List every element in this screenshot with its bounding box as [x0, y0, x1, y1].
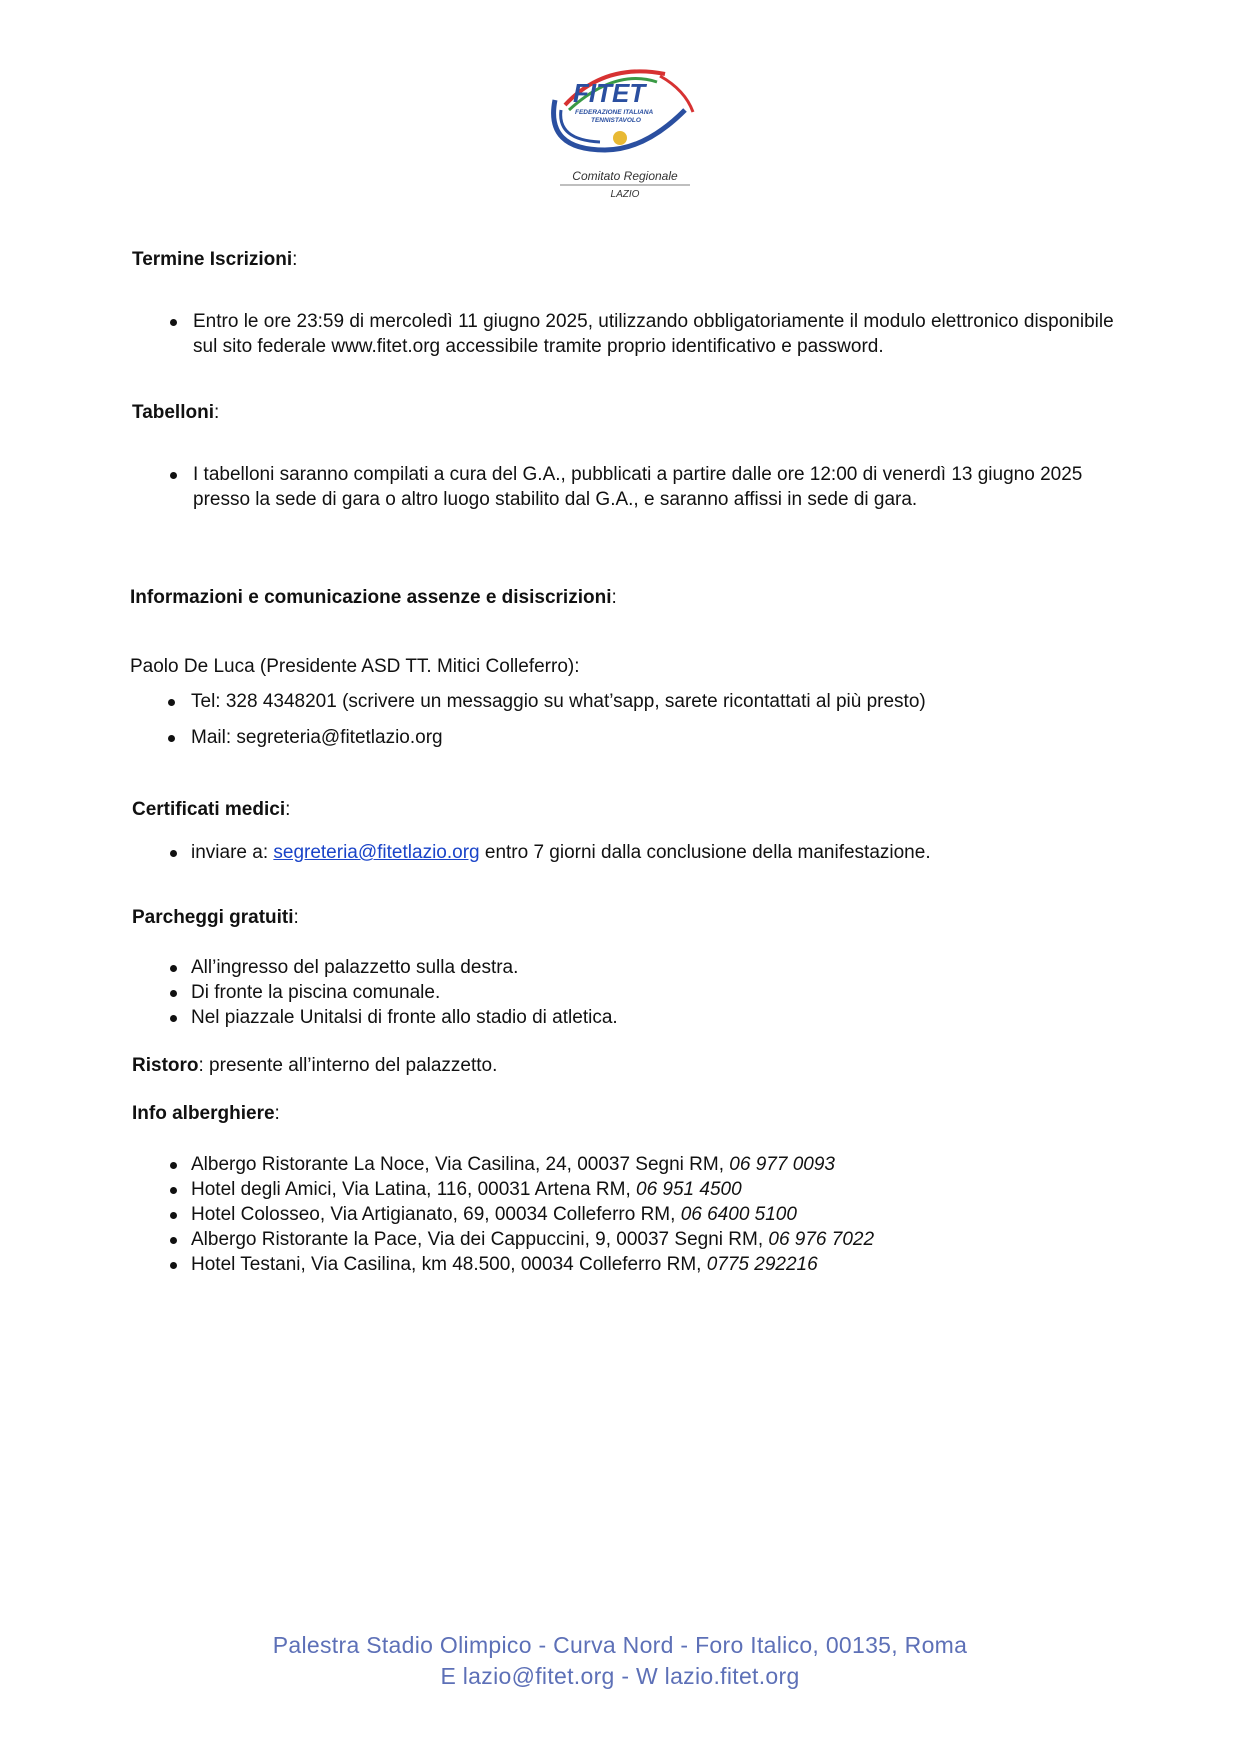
list-item: I tabelloni saranno compilati a cura del G.A., pubblicati a partire dalle ore 12:00 di venerdì 13 giugno 2025 presso la sede di gara o altro luogo stabilito dal G.A., e saranno affissi in sede di gara. — [132, 462, 1132, 512]
list-item: Di fronte la piscina comunale. — [132, 980, 1132, 1005]
certificati-title: Certificati medici: — [132, 799, 291, 820]
tabelloni-list — [132, 462, 1132, 512]
list-item: Albergo Ristorante la Pace, Via dei Cappuccini, 9, 00037 Segni RM, 06 976 7022 — [132, 1227, 1132, 1252]
logo-subtext-2: TENNISTAVOLO — [591, 117, 641, 124]
alberghi-list — [132, 1152, 1132, 1277]
alberghi-title: Info alberghiere: — [132, 1103, 280, 1124]
fitet-logo — [545, 60, 705, 210]
list-item: Nel piazzale Unitalsi di fronte allo stadio di atletica. — [132, 1005, 1132, 1030]
list-item: Hotel degli Amici, Via Latina, 116, 00031 Artena RM, 06 951 4500 — [132, 1177, 1132, 1202]
email-link[interactable]: segreteria@fitetlazio.org — [273, 842, 480, 863]
logo-swoosh-red-2 — [660, 76, 693, 112]
logo-subtext-1: FEDERAZIONE ITALIANA — [575, 109, 654, 116]
list-item: Mail: segreteria@fitetlazio.org — [130, 725, 1130, 750]
list-item: Hotel Testani, Via Casilina, km 48.500, 00034 Colleferro RM, 0775 292216 — [132, 1252, 1132, 1277]
iscrizioni-list — [132, 309, 1132, 359]
footer-contacts: E lazio@fitet.org - W lazio.fitet.org — [440, 1663, 800, 1689]
committee-line-1: Comitato Regionale — [572, 169, 678, 183]
parcheggi-title: Parcheggi gratuiti: — [132, 907, 299, 928]
informazioni-title: Informazioni e comunicazione assenze e disiscrizioni: — [130, 587, 617, 608]
logo-ball — [613, 131, 627, 145]
contact-person: Paolo De Luca (Presidente ASD TT. Mitici Colleferro): — [130, 656, 580, 677]
logo-text: FITET — [573, 78, 646, 108]
iscrizioni-title: Termine Iscrizioni: — [132, 249, 298, 270]
list-item: Entro le ore 23:59 di mercoledì 11 giugno 2025, utilizzando obbligatoriamente il modulo elettronico disponibile sul sito federale www.fitet.org accessibile tramite proprio identificativo e password. — [132, 309, 1132, 359]
list-item: Hotel Colosseo, Via Artigianato, 69, 00034 Colleferro RM, 06 6400 5100 — [132, 1202, 1132, 1227]
committee-line-2: LAZIO — [610, 189, 640, 200]
list-item: Albergo Ristorante La Noce, Via Casilina, 24, 00037 Segni RM, 06 977 0093 — [132, 1152, 1132, 1177]
list-item: inviare a: segreteria@fitetlazio.org entro 7 giorni dalla conclusione della manifestazione. — [132, 840, 1132, 865]
contact-list — [130, 689, 1130, 750]
footer-address: Palestra Stadio Olimpico - Curva Nord - Foro Italico, 00135, Roma — [272, 1632, 968, 1658]
tabelloni-title: Tabelloni: — [132, 402, 220, 423]
list-item: Tel: 328 4348201 (scrivere un messaggio su what’sapp, sarete ricontattati al più presto) — [130, 689, 1130, 714]
list-item: All’ingresso del palazzetto sulla destra. — [132, 955, 1132, 980]
certificati-list — [132, 840, 1132, 865]
ristoro-line: Ristoro: presente all’interno del palazzetto. — [132, 1055, 498, 1076]
parcheggi-list — [132, 955, 1132, 1030]
